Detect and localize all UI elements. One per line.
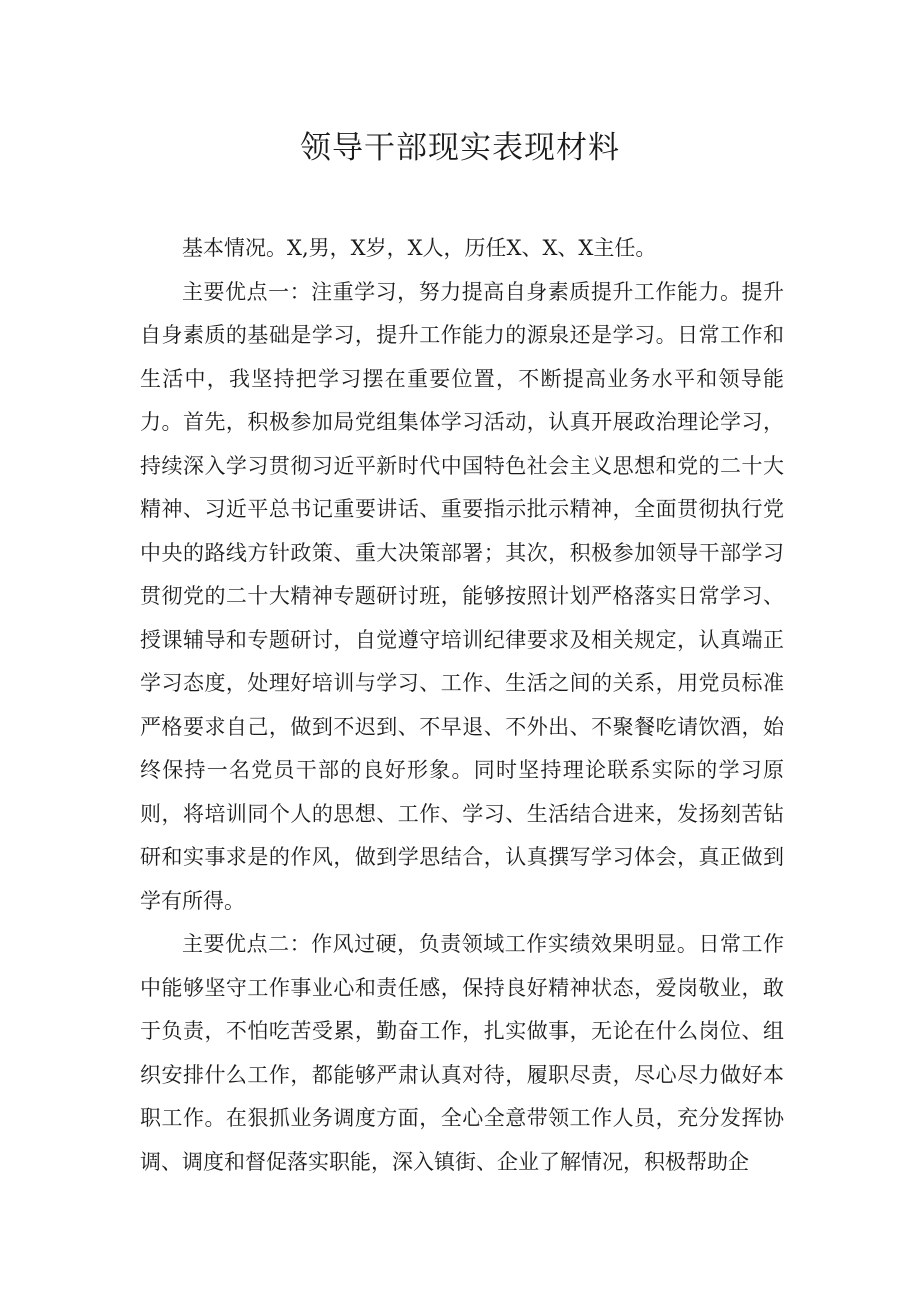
document-body [140, 227, 784, 1184]
paragraph-strength-one: 主要优点一：注重学习，努力提高自身素质提升工作能力。提升自身素质的基础是学习，提升工作能力的源泉还是学习。日常工作和生活中，我坚持把学习摆在重要位置，不断提高业务水平和领导能力。首先，积极参加局党组集体学习活动，认真开展政治理论学习，持续深入学习贯彻习近平新时代中国特色社会主义思想和党的二十大精神、习近平总书记重要讲话、重要指示批示精神，全面贯彻执行党中央的路线方针政策、重大决策部署；其次，积极参加领导干部学习贯彻党的二十大精神专题研讨班，能够按照计划严格落实日常学习、授课辅导和专题研讨，自觉遵守培训纪律要求及相关规定，认真端正学习态度，处理好培训与学习、工作、生活之间的关系，用党员标准严格要求自己，做到不迟到、不早退、不外出、不聚餐吃请饮酒，始终保持一名党员干部的良好形象。同时坚持理论联系实际的学习原则，将培训同个人的思想、工作、学习、生活结合进来，发扬刻苦钻研和实事求是的作风，做到学思结合，认真撰写学习体会，真正做到学有所得。 [140, 279, 784, 913]
paragraph-basic-info: 基本情况。X,男，X岁，X人，历任X、X、X主任。 [182, 236, 657, 260]
document-title: 领导干部现实表现材料 [300, 130, 620, 166]
paragraph-strength-two: 主要优点二：作风过硬，负责领域工作实绩效果明显。日常工作中能够坚守工作事业心和责任感，保持良好精神状态，爱岗敬业，敢于负责，不怕吃苦受累，勤奋工作，扎实做事，无论在什么岗位、组织安排什么工作，都能够严肃认真对待，履职尽责，尽心尽力做好本职工作。在狠抓业务调度方面，全心全意带领工作人员，充分发挥协调、调度和督促落实职能，深入镇街、企业了解情况，积极帮助企 [140, 932, 784, 1174]
